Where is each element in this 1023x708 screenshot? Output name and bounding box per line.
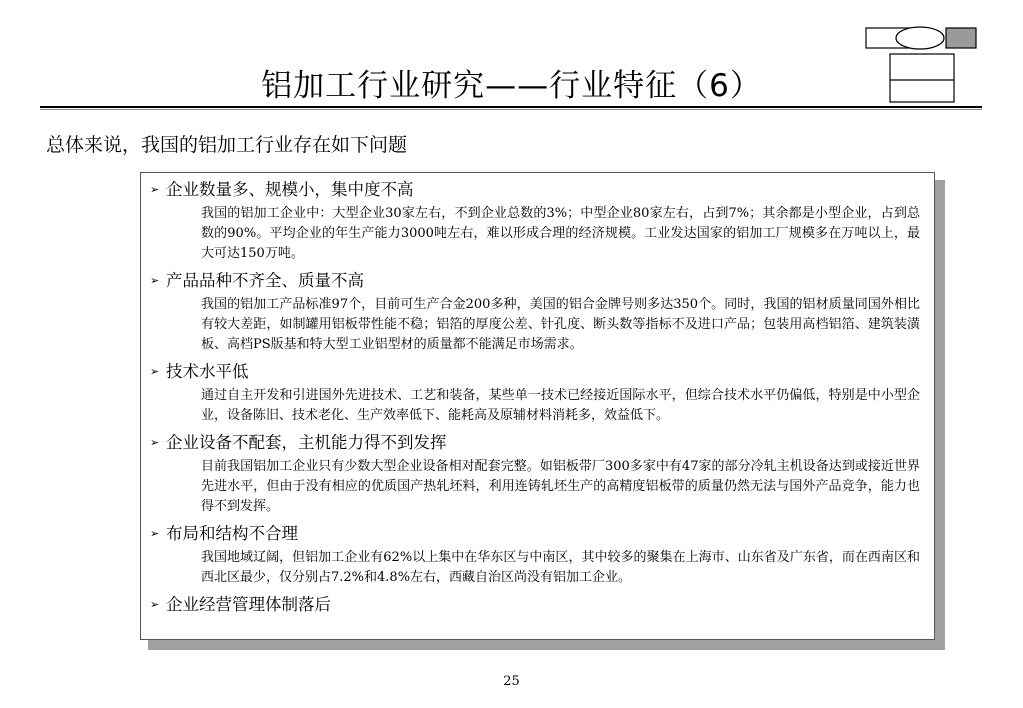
title-rule [40, 106, 982, 109]
issue-body: 我国的铝加工企业中：大型企业30家左右，不到企业总数的3%；中型企业80家左右，占到7%；其余都是小型企业，占到总数的90%。平均企业的年生产能力3000吨左右，难以形成合理的经济规模。工业发达国家的铝加工厂规模多在万吨以上，最大可达150万吨。 [201, 206, 920, 261]
issue-heading: ➢ 布局和结构不合理 [150, 524, 298, 543]
issue-item [149, 523, 926, 588]
issue-heading: ➢ 企业设备不配套，主机能力得不到发挥 [150, 433, 447, 452]
issue-item [149, 179, 926, 264]
issue-body: 我国地域辽阔，但铝加工企业有62%以上集中在华东区与中南区，其中较多的聚集在上海市、山东省及广东省，而在西南区和西北区最少，仅分别占7.2%和4.8%左右，西藏自治区尚没有铝加工企业。 [201, 550, 920, 585]
issue-bullet-icon: ➢ [150, 598, 160, 611]
issue-heading: ➢ 技术水平低 [150, 362, 249, 381]
issue-heading: ➢ 企业数量多、规模小，集中度不高 [150, 180, 414, 199]
page-number: 25 [503, 674, 520, 689]
slide-title: 铝加工行业研究——行业特征（6） [261, 68, 762, 104]
issue-heading: ➢ 企业经营管理体制落后 [150, 595, 331, 614]
subtitle: 总体来说，我国的铝加工行业存在如下问题 [46, 134, 408, 156]
issue-bullet-icon: ➢ [150, 365, 160, 378]
issue-item [149, 594, 926, 616]
issue-item [149, 270, 926, 355]
issue-item [149, 361, 926, 426]
issue-bullet-icon: ➢ [150, 274, 160, 287]
issue-item [149, 432, 926, 517]
issue-heading: ➢ 产品品种不齐全、质量不高 [150, 271, 364, 290]
issue-bullet-icon: ➢ [150, 527, 160, 540]
issue-bullet-icon: ➢ [150, 183, 160, 196]
issue-bullet-icon: ➢ [150, 436, 160, 449]
issue-body: 通过自主开发和引进国外先进技术、工艺和装备，某些单一技术已经接近国际水平，但综合技术水平仍偏低，特别是中小型企业，设备陈旧、技术老化、生产效率低下、能耗高及原辅材料消耗多，效益低下。 [201, 388, 920, 423]
issues-box [140, 172, 935, 640]
issue-body: 我国的铝加工产品标准97个，目前可生产合金200多种，美国的铝合金牌号则多达350个。同时，我国的铝材质量同国外相比有较大差距，如制罐用铝板带性能不稳；铝箔的厚度公差、针孔度、断头数等指标不及进口产品；包装用高档铝箔、建筑装潢板、高档PS版基和特大型工业铝型材的质量都不能满足市场需求。 [201, 297, 920, 352]
issue-body: 目前我国铝加工企业只有少数大型企业设备相对配套完整。如铝板带厂300多家中有47家的部分冷轧主机设备达到或接近世界先进水平，但由于没有相应的优质国产热轧坯料，利用连铸轧坯生产的高精度铝板带的质量仍然无法与国外产品竞争，能力也得不到发挥。 [201, 459, 920, 514]
